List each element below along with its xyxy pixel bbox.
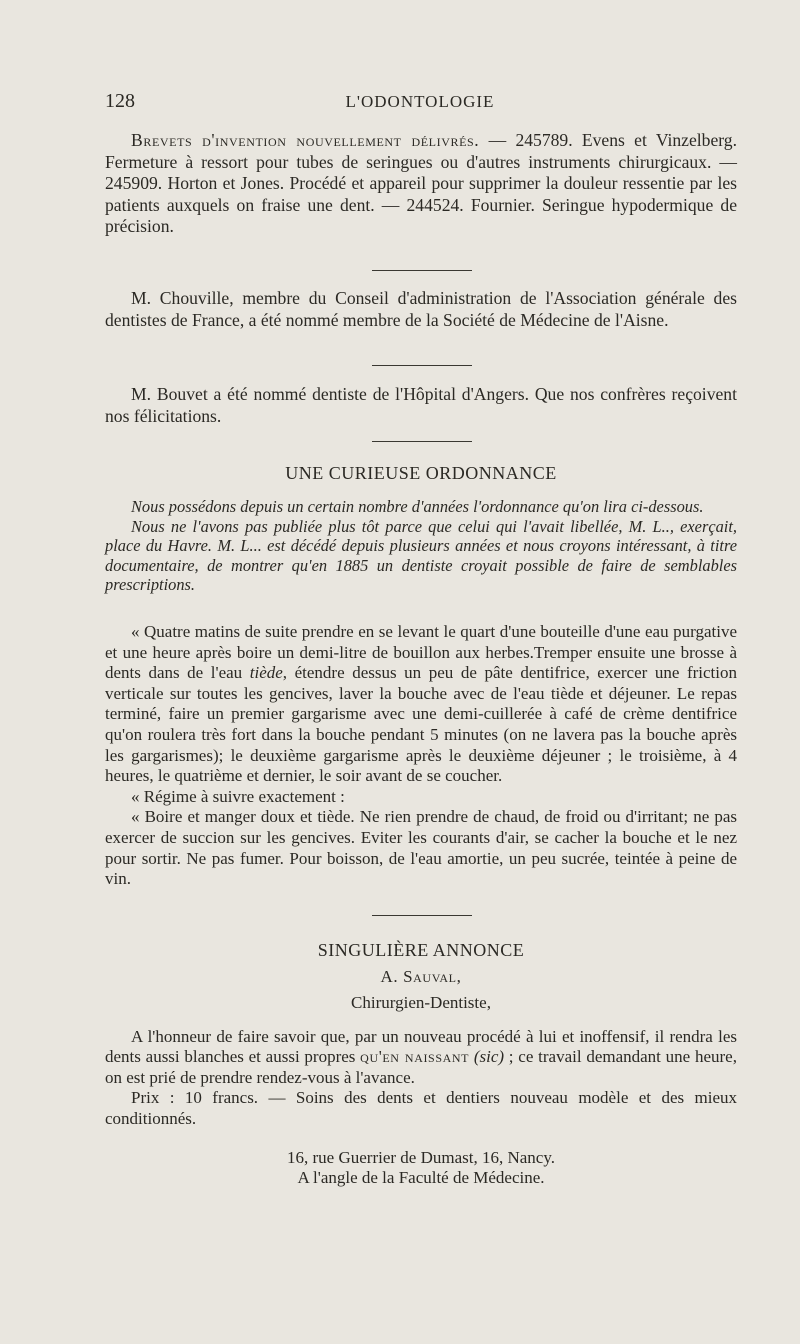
bouvet-paragraph	[105, 384, 737, 427]
ordonnance-title: UNE CURIEUSE ORDONNANCE	[285, 463, 557, 483]
running-title: L'ODONTOLOGIE	[345, 92, 495, 111]
page-number: 128	[105, 90, 135, 112]
ordonnance-para-3: « Boire et manger doux et tiède. Ne rien prendre de chaud, de froid ou d'irritant; ne pas exercer de succion sur les gencives. Eviter les courants d'air, se cacher la bouche et le nez pour sortir. Ne pas fumer. Pour boisson, de l'eau amortie, un peu sucrée, teintée à peine de vin.	[105, 807, 737, 889]
annonce-para-1b: ; ce travail demandant une heure, on est prié de prendre rendez-vous à l'avance.	[105, 1047, 737, 1087]
separator-rule	[372, 441, 472, 442]
annonce-address-1: 16, rue Guerrier de Dumast, 16, Nancy.	[287, 1148, 555, 1167]
annonce-para-1-sic: (sic)	[473, 1047, 505, 1067]
separator-rule	[372, 915, 472, 916]
bouvet-text: M. Bouvet a été nommé dentiste de l'Hôpital d'Angers. Que nos confrères reçoivent nos félicitations.	[105, 384, 737, 426]
ordonnance-body	[105, 622, 737, 890]
ordonnance-intro	[105, 497, 737, 595]
chouville-text: M. Chouville, membre du Conseil d'administration de l'Association générale des dentistes de France, a été nommé membre de la Société de Médecine de l'Aisne.	[105, 288, 737, 330]
brevets-lead: Brevets d'invention nouvellement délivrés.	[131, 130, 480, 150]
ordonnance-intro-2: Nous ne l'avons pas publiée plus tôt parce que celui qui l'avait libellée, M. L.., exerçait, place du Havre. M. L... est décédé depuis plusieurs années et nous croyons intéressant, à titre documentaire, de montrer qu'en 1885 un dentiste croyait possible de faire de semblables prescriptions.	[105, 516, 737, 595]
brevets-paragraph	[105, 130, 737, 238]
annonce-name: A. Sauval,	[380, 967, 462, 986]
ordonnance-para-1a: « Quatre matins de suite prendre en se levant le quart d'une bouteille d'une eau purgative et une heure après boire un demi-litre de bouillon aux herbes.Tremper ensuite une brosse à dents dans de l'eau	[105, 622, 737, 683]
chouville-paragraph	[105, 288, 737, 331]
brevets-text: — 245789. Evens et Vinzelberg. Fermeture à ressort pour tubes de seringues ou d'autres instruments chirurgicaux. — 245909. Horton et Jones. Procédé et appareil pour supprimer la douleur ressentie par les patients auxquels on fraise une dent. — 244524. Fournier. Seringue hypodermique de précision.	[105, 130, 737, 237]
ordonnance-para-2: « Régime à suivre exactement :	[131, 786, 345, 806]
annonce-title: SINGULIÈRE ANNONCE	[317, 940, 525, 960]
page-header	[105, 90, 735, 114]
annonce-address-2: A l'angle de la Faculté de Médecine.	[297, 1168, 545, 1188]
ordonnance-para-1-tiede: tiède	[249, 663, 283, 683]
ordonnance-para-1b: , étendre dessus un peu de pâte dentifrice, exercer une friction verticale sur toutes les gencives, laver la bouche avec de l'eau tiède et déjeuner. Le repas terminé, faire un premier gargarisme avec une demi-cuillerée à café de crème dentifrice qu'on roulera très fort dans la bouche pendant 5 minutes (on ne lavera pas la bouche après les gargarismes); le deuxième gargarisme après le deuxième déjeuner ; le troisième, à 4 heures, le quatrième et dernier, le soir avant de se coucher.	[105, 663, 737, 786]
annonce-profession: Chirurgien-Dentiste,	[351, 993, 491, 1012]
annonce-body	[105, 1027, 737, 1129]
ordonnance-intro-1: Nous possédons depuis un certain nombre d'années l'ordonnance qu'on lira ci-dessous.	[131, 497, 704, 516]
annonce-para-2: Prix : 10 francs. — Soins des dents et dentiers nouveau modèle et des mieux conditionnés.	[105, 1088, 737, 1128]
annonce-address	[105, 1148, 737, 1189]
separator-rule	[372, 270, 472, 271]
annonce-para-1a: A l'honneur de faire savoir que, par un nouveau procédé à lui et inoffensif, il rendra les dents aussi blanches et aussi propres	[105, 1027, 737, 1067]
annonce-para-1-sc: qu'en naissant	[360, 1047, 470, 1067]
separator-rule	[372, 365, 472, 366]
